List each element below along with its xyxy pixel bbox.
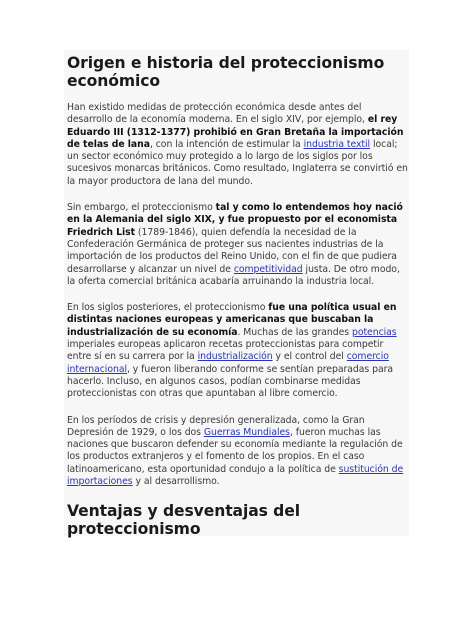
text-run: y al desarrollismo. xyxy=(132,476,220,488)
document-page xyxy=(64,50,409,539)
article-body xyxy=(64,50,409,538)
text-run: , y fueron liberando conforme se sentían preparadas para hacerlo. Incluso, en algunos casos, podían combinarse medidas proteccionistas con otras que apuntaban al libre comercio. xyxy=(67,363,394,400)
text-run: (1789-1846), quien defendía la necesidad de la Confederación Germánica de proteger sus nacientes industrias de la importación de los productos del Reino Unido, con el fin de que pudiera desarrollarse y alcanzar un nivel de xyxy=(67,226,397,275)
text-run: En los períodos de crisis y depresión generalizada, como la Gran Depresión de 1929, o los dos xyxy=(67,414,365,438)
paragraph xyxy=(67,415,409,489)
inline-link[interactable]: industria textil xyxy=(303,138,371,150)
inline-link[interactable]: industrialización xyxy=(197,351,273,363)
text-run: y el control del xyxy=(272,351,347,363)
text-run: . Muchas de las grandes xyxy=(237,326,352,338)
paragraph xyxy=(67,302,409,400)
inline-link[interactable]: Guerras Mundiales xyxy=(203,426,290,438)
paragraph-container xyxy=(67,102,409,488)
text-run: , con la intención de estimular la xyxy=(149,138,304,150)
inline-link[interactable]: competitividad xyxy=(233,263,303,275)
paragraph xyxy=(67,102,409,188)
text-run: imperiales europeas aplicaron recetas proteccionistas para competir entre sí en su carrera por la xyxy=(67,339,384,363)
bold-text: fue una política usual en distintas naciones europeas y americanas que buscaban la industrialización de su economía xyxy=(67,302,397,338)
text-run: local; un sector económico muy protegido a lo largo de los siglos por los sucesivos monarcas británicos. Como resultado, Inglaterra se convirtió en la mayor productora de lana del mundo. xyxy=(67,138,408,187)
inline-link[interactable]: sustitución de importaciones xyxy=(67,463,404,488)
text-run: Han existido medidas de protección económica desde antes del desarrollo de la economía moderna. En el siglo XIV, por ejemplo, xyxy=(67,102,368,126)
section-heading-ventajas: Ventajas y desventajas del proteccionismo xyxy=(67,502,300,539)
text-run: , fueron muchas las naciones que buscaron defender su economía mediante la regulación de los productos extranjeros y el fomento de los propios. En el caso latinoamericano, esta oportunidad condujo a la política de xyxy=(67,426,403,475)
bold-text: tal y como lo entendemos hoy nació en la Alemania del siglo XIX, y fue propuesto por el economista Friedrich List xyxy=(67,202,403,238)
section-heading-origen: Origen e historia del proteccionismo económico xyxy=(67,54,385,90)
inline-link[interactable]: comercio internacional xyxy=(67,351,389,375)
bold-text: el rey Eduardo III (1312-1377) prohibió en Gran Bretaña la importación de telas de lana xyxy=(67,114,404,150)
inline-link[interactable]: potencias xyxy=(351,326,397,338)
text-run: Sin embargo, el proteccionismo xyxy=(67,202,216,214)
text-run: En los siglos posteriores, el proteccionismo xyxy=(67,302,269,314)
text-run: justa. De otro modo, la oferta comercial británica acabaría arruinando la industria local. xyxy=(67,263,400,287)
paragraph xyxy=(67,202,409,288)
